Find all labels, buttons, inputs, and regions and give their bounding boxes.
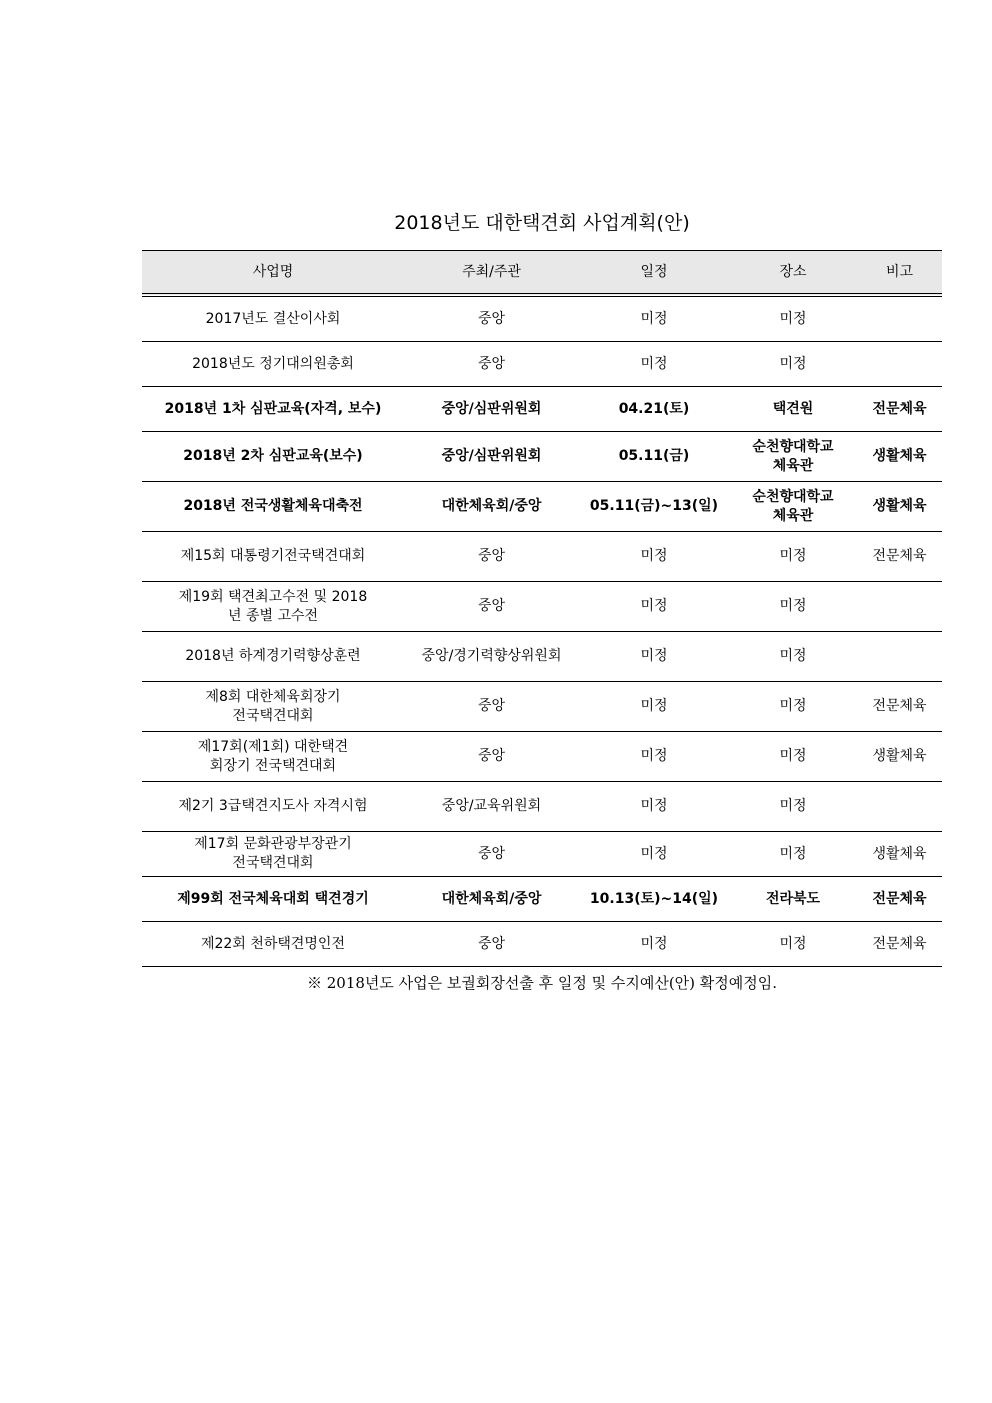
cell-business-name: 2017년도 결산이사회 — [142, 295, 404, 342]
table-row — [142, 387, 942, 432]
cell-schedule: 미정 — [579, 532, 729, 582]
header-place: 장소 — [729, 251, 857, 296]
cell-note: 생활체육 — [857, 432, 942, 482]
cell-business-name: 2018년 전국생활체육대축전 — [142, 482, 404, 532]
cell-place: 미정 — [729, 682, 857, 732]
cell-host: 대한체육회/중앙 — [404, 482, 579, 532]
cell-host: 중앙/교육위원회 — [404, 782, 579, 832]
cell-place: 미정 — [729, 582, 857, 632]
business-plan-table — [142, 250, 942, 967]
cell-schedule: 미정 — [579, 682, 729, 732]
cell-note: 전문체육 — [857, 682, 942, 732]
table-row — [142, 532, 942, 582]
cell-note: 전문체육 — [857, 922, 942, 967]
cell-host: 중앙 — [404, 532, 579, 582]
header-host: 주최/주관 — [404, 251, 579, 296]
header-schedule: 일정 — [579, 251, 729, 296]
cell-place: 미정 — [729, 342, 857, 387]
cell-business-name: 제2기 3급택견지도사 자격시험 — [142, 782, 404, 832]
cell-schedule: 04.21(토) — [579, 387, 729, 432]
cell-schedule: 05.11(금) — [579, 432, 729, 482]
table-row — [142, 877, 942, 922]
cell-note — [857, 782, 942, 832]
cell-schedule: 미정 — [579, 732, 729, 782]
cell-business-name: 제17회(제1회) 대한택견 회장기 전국택견대회 — [142, 732, 404, 782]
cell-host: 중앙/심판위원회 — [404, 432, 579, 482]
cell-host: 중앙 — [404, 732, 579, 782]
cell-host: 중앙 — [404, 342, 579, 387]
table-row — [142, 682, 942, 732]
table-row — [142, 782, 942, 832]
cell-host: 중앙/경기력향상위원회 — [404, 632, 579, 682]
cell-schedule: 미정 — [579, 295, 729, 342]
cell-place: 순천향대학교 체육관 — [729, 482, 857, 532]
cell-place: 전라북도 — [729, 877, 857, 922]
cell-schedule: 미정 — [579, 832, 729, 877]
cell-note: 전문체육 — [857, 532, 942, 582]
document-title: 2018년도 대한택견회 사업계획(안) — [394, 212, 690, 234]
cell-place: 미정 — [729, 295, 857, 342]
table-row — [142, 432, 942, 482]
cell-note — [857, 295, 942, 342]
cell-host: 중앙 — [404, 582, 579, 632]
cell-place: 미정 — [729, 532, 857, 582]
cell-host: 중앙 — [404, 295, 579, 342]
cell-business-name: 제19회 택견최고수전 및 2018 년 종별 고수전 — [142, 582, 404, 632]
cell-host: 중앙 — [404, 922, 579, 967]
cell-place: 미정 — [729, 922, 857, 967]
cell-note — [857, 342, 942, 387]
cell-business-name: 제15회 대통령기전국택견대회 — [142, 532, 404, 582]
cell-schedule: 미정 — [579, 922, 729, 967]
cell-host: 중앙 — [404, 682, 579, 732]
table-row — [142, 732, 942, 782]
cell-note — [857, 632, 942, 682]
table-row — [142, 582, 942, 632]
cell-place: 택견원 — [729, 387, 857, 432]
table-header-row — [142, 251, 942, 296]
cell-business-name: 제8회 대한체육회장기 전국택견대회 — [142, 682, 404, 732]
cell-note: 전문체육 — [857, 877, 942, 922]
table-row — [142, 632, 942, 682]
table-row — [142, 832, 942, 877]
cell-note: 생활체육 — [857, 482, 942, 532]
cell-place: 미정 — [729, 632, 857, 682]
footnote: ※ 2018년도 사업은 보궐회장선출 후 일정 및 수지예산(안) 확정예정임. — [306, 974, 778, 992]
cell-note — [857, 582, 942, 632]
table-row — [142, 482, 942, 532]
cell-business-name: 제17회 문화관광부장관기 전국택견대회 — [142, 832, 404, 877]
cell-place: 순천향대학교 체육관 — [729, 432, 857, 482]
cell-note: 생활체육 — [857, 832, 942, 877]
cell-host: 대한체육회/중앙 — [404, 877, 579, 922]
cell-host: 중앙 — [404, 832, 579, 877]
cell-schedule: 미정 — [579, 582, 729, 632]
cell-place: 미정 — [729, 732, 857, 782]
table-row — [142, 342, 942, 387]
table-row — [142, 922, 942, 967]
cell-business-name: 제99회 전국체육대회 택견경기 — [142, 877, 404, 922]
cell-note: 생활체육 — [857, 732, 942, 782]
cell-business-name: 제22회 천하택견명인전 — [142, 922, 404, 967]
cell-business-name: 2018년 하계경기력향상훈련 — [142, 632, 404, 682]
cell-business-name: 2018년 1차 심판교육(자격, 보수) — [142, 387, 404, 432]
header-business-name: 사업명 — [142, 251, 404, 296]
cell-note: 전문체육 — [857, 387, 942, 432]
cell-business-name: 2018년 2차 심판교육(보수) — [142, 432, 404, 482]
cell-schedule: 미정 — [579, 632, 729, 682]
cell-schedule: 미정 — [579, 782, 729, 832]
cell-schedule: 05.11(금)~13(일) — [579, 482, 729, 532]
table-row — [142, 295, 942, 342]
cell-place: 미정 — [729, 782, 857, 832]
cell-schedule: 10.13(토)~14(일) — [579, 877, 729, 922]
cell-schedule: 미정 — [579, 342, 729, 387]
cell-business-name: 2018년도 정기대의원총회 — [142, 342, 404, 387]
cell-host: 중앙/심판위원회 — [404, 387, 579, 432]
header-note: 비고 — [857, 251, 942, 296]
cell-place: 미정 — [729, 832, 857, 877]
